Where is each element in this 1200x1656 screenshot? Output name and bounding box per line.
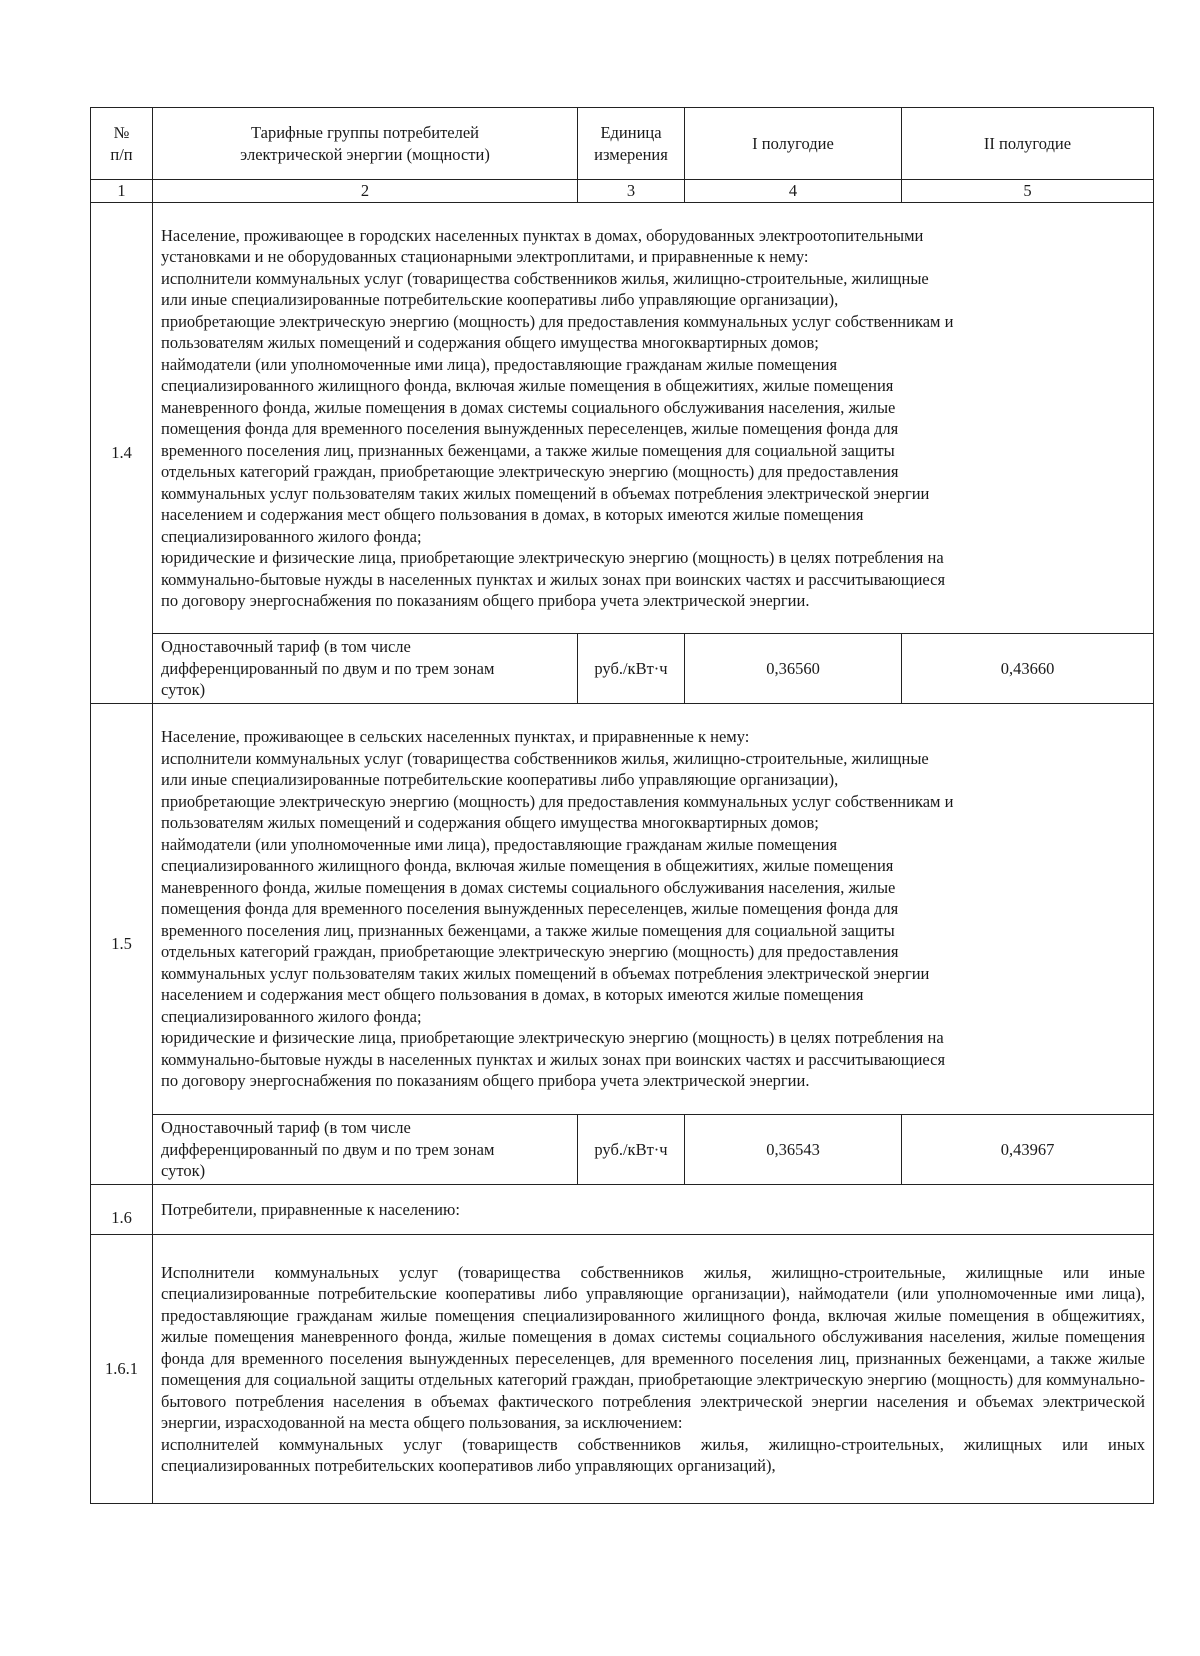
header-tariff-groups-line: Тарифные группы потребителей: [250, 123, 480, 142]
text-line: населением и содержания мест общего пользования в домах, в которых имеются жилые помещения: [161, 985, 864, 1005]
text-line: установками и не оборудованных стационарными электроплитами, и приравненные к нему:: [161, 247, 809, 266]
column-number: 4: [685, 180, 902, 203]
tariff-unit: руб./кВт·ч: [578, 634, 685, 704]
header-number-line: п/п: [110, 144, 133, 164]
header-number: [91, 108, 153, 180]
text-line: временного поселения лиц, признанных беженцами, а также жилые помещения для социальной защиты: [161, 920, 895, 940]
text-line: Одноставочный тариф (в том числе: [161, 1118, 411, 1138]
text-line: коммунальных услуг пользователям таких жилых помещений в объемах потребления электрической энергии: [161, 483, 930, 503]
tariff-row-1-4: [91, 634, 1154, 704]
text-line: специализированного жилищного фонда, включая жилые помещения в общежитиях, жилые помещения: [161, 856, 894, 876]
section-row-1-6-1: [91, 1235, 1154, 1504]
text-line: Население, проживающее в городских населенных пунктах в домах, оборудованных электроотопительными: [161, 225, 924, 245]
column-number: 2: [153, 180, 578, 203]
text-line: Одноставочный тариф (в том числе: [161, 637, 411, 657]
section-description: [153, 704, 1154, 1115]
row-number: 1.6: [91, 1185, 153, 1235]
text-line: маневренного фонда, жилые помещения в домах системы социального обслуживания населения, жилые: [161, 877, 896, 897]
text-line: дифференцированный по двум и по трем зонам: [161, 1139, 495, 1159]
document-page: [90, 107, 1153, 1504]
text-line: по договору энергоснабжения по показаниям общего прибора учета электрической энергии.: [161, 591, 810, 610]
text-line: коммунально-бытовые нужды в населенных пунктах и жилых зонах при воинских частях и рассчитывающиеся: [161, 569, 946, 589]
tariff-first-half-value: 0,36560: [685, 634, 902, 704]
text-line: наймодатели (или уполномоченные ими лица), предоставляющие гражданам жилые помещения: [161, 834, 838, 854]
text-line: временного поселения лиц, признанных беженцами, а также жилые помещения для социальной защиты: [161, 440, 895, 460]
text-line: специализированного жилищного фонда, включая жилые помещения в общежитиях, жилые помещения: [161, 376, 894, 395]
text-line: юридические и физические лица, приобретающие электрическую энергию (мощность) в целях потребления на: [161, 548, 944, 567]
text-line: исполнители коммунальных услуг (товарищества собственников жилья, жилищно-строительные, жилищные: [161, 748, 929, 768]
header-tariff-groups: [153, 108, 578, 180]
text-line: юридические и физические лица, приобретающие электрическую энергию (мощность) в целях потребления на: [161, 1028, 944, 1048]
section-row-1-6: [91, 1185, 1154, 1235]
tariff-table: [90, 107, 1154, 1504]
text-line: населением и содержания мест общего пользования в домах, в которых имеются жилые помещения: [161, 505, 864, 524]
column-number: 5: [902, 180, 1154, 203]
text-line: специализированного жилого фонда;: [161, 526, 422, 546]
text-line: отдельных категорий граждан, приобретающие электрическую энергию (мощность) для предоставления: [161, 942, 899, 962]
text-line: маневренного фонда, жилые помещения в домах системы социального обслуживания населения, жилые: [161, 397, 896, 417]
text-line: или иные специализированные потребительские кооперативы либо управляющие организации),: [161, 770, 839, 790]
text-line: дифференцированный по двум и по трем зонам: [161, 658, 495, 678]
header-unit-line: измерения: [594, 144, 668, 164]
text-line: помещения фонда для временного поселения вынужденных переселенцев, жилые помещения фонда для: [161, 419, 899, 438]
header-tariff-groups-line: электрической энергии (мощности): [240, 144, 490, 164]
tariff-first-half-value: 0,36543: [685, 1115, 902, 1185]
text-line: пользователям жилых помещений и содержания общего имущества многоквартирных домов;: [161, 333, 819, 352]
table-header-row: [91, 108, 1154, 180]
tariff-name: [153, 634, 578, 704]
text-line: приобретающие электрическую энергию (мощность) для предоставления коммунальных услуг собственникам и: [161, 791, 954, 811]
header-unit-line: Единица: [600, 123, 662, 142]
text-line: суток): [161, 680, 206, 700]
header-first-half: I полугодие: [685, 108, 902, 180]
tariff-row-1-5: [91, 1115, 1154, 1185]
column-number: 3: [578, 180, 685, 203]
text-line: суток): [161, 1161, 206, 1181]
text-line: по договору энергоснабжения по показаниям общего прибора учета электрической энергии.: [161, 1071, 810, 1091]
text-line: коммунально-бытовые нужды в населенных пунктах и жилых зонах при воинских частях и рассчитывающиеся: [161, 1049, 946, 1069]
text-line: пользователям жилых помещений и содержания общего имущества многоквартирных домов;: [161, 813, 819, 833]
text-line: исполнители коммунальных услуг (товарищества собственников жилья, жилищно-строительные, жилищные: [161, 268, 929, 288]
header-unit: [578, 108, 685, 180]
tariff-second-half-value: 0,43660: [902, 634, 1154, 704]
row-number: 1.4: [91, 203, 153, 704]
paragraph: исполнителей коммунальных услуг (товариществ собственников жилья, жилищно-строительных, жилищных или иных специализированных потребительских кооперативов либо управляющих организаций),: [161, 1434, 1145, 1475]
text-line: помещения фонда для временного поселения вынужденных переселенцев, жилые помещения фонда для: [161, 899, 899, 919]
text-line: Население, проживающее в сельских населенных пунктах, и приравненные к нему:: [161, 727, 750, 747]
paragraph: Исполнители коммунальных услуг (товарищества собственников жилья, жилищно-строительные, жилищные или иные специализированные потребительские кооперативы либо управляющие организации), наймодатели (или уполномоченные ими лица), предоставляющие гражданам жилые помещения специализированного жилищного фонда, включая жилые помещения в общежитиях, жилые помещения маневренного фонда, жилые помещения в домах системы социального обслуживания населения, жилые помещения фонда для временного поселения вынужденных переселенцев, для временного поселения лиц, признанных беженцами, а также жилые помещения для социальной защиты отдельных категорий граждан, приобретающие электрическую энергию (мощность) для коммунально-бытового потребления населения в объемах фактического потребления электрической энергии населения и объемах электрической энергии, израсходованной на места общего пользования, за исключением:: [161, 1262, 1145, 1432]
text-line: наймодатели (или уполномоченные ими лица), предоставляющие гражданам жилые помещения: [161, 354, 838, 374]
tariff-name: [153, 1115, 578, 1185]
header-second-half: II полугодие: [902, 108, 1154, 180]
section-row-1-4: [91, 203, 1154, 634]
tariff-unit: руб./кВт·ч: [578, 1115, 685, 1185]
row-number: 1.6.1: [91, 1235, 153, 1504]
text-line: специализированного жилого фонда;: [161, 1006, 422, 1026]
text-line: приобретающие электрическую энергию (мощность) для предоставления коммунальных услуг собственникам и: [161, 311, 954, 331]
section-description: [153, 203, 1154, 634]
tariff-second-half-value: 0,43967: [902, 1115, 1154, 1185]
section-description: Потребители, приравненные к населению:: [153, 1185, 1154, 1235]
column-numbers-row: [91, 180, 1154, 203]
text-line: отдельных категорий граждан, приобретающие электрическую энергию (мощность) для предоставления: [161, 462, 899, 481]
text-line: или иные специализированные потребительские кооперативы либо управляющие организации),: [161, 290, 839, 309]
text-line: коммунальных услуг пользователям таких жилых помещений в объемах потребления электрической энергии: [161, 963, 930, 983]
section-row-1-5: [91, 704, 1154, 1115]
header-number-line: №: [113, 123, 130, 142]
row-number: 1.5: [91, 704, 153, 1185]
section-description: [153, 1235, 1154, 1504]
column-number: 1: [91, 180, 153, 203]
